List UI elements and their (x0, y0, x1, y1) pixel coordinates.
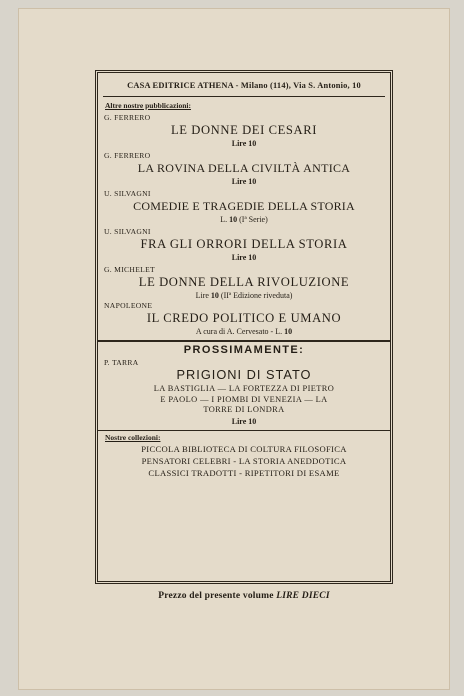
upcoming-description-line: TORRE DI LONDRA (203, 405, 285, 414)
book-title: LA ROVINA DELLA CIVILTÀ ANTICA (137, 161, 351, 175)
book-entry (103, 189, 385, 224)
book-back-cover (18, 8, 450, 690)
book-author: NAPOLEONE (104, 301, 153, 310)
collections-label: Nostre collezioni: (105, 432, 161, 442)
collections-section (103, 433, 385, 479)
book-entry (103, 227, 385, 262)
book-price: Lire 10 (IIª Edizione riveduta) (195, 291, 293, 300)
book-price: Lire 10 (231, 253, 257, 262)
book-price: Lire 10 (231, 139, 257, 148)
section-divider (98, 340, 390, 342)
book-author: U. SILVAGNI (104, 189, 151, 198)
book-title: FRA GLI ORRORI DELLA STORIA (140, 237, 348, 251)
upcoming-author: P. TARRA (104, 358, 139, 367)
book-title: LE DONNE DELLA RIVOLUZIONE (138, 275, 350, 289)
publisher-header: CASA EDITRICE ATHENA - Milano (114), Via S. Antonio, 10 (103, 73, 385, 97)
collection-line: PICCOLA BIBLIOTECA DI COLTURA FILOSOFICA (141, 443, 347, 454)
volume-price-footer: Prezzo del presente volume LIRE DIECI (158, 591, 330, 601)
book-title: IL CREDO POLITICO E UMANO (146, 311, 342, 325)
book-entry (103, 151, 385, 186)
publisher-advert-frame (95, 70, 393, 584)
section-divider (98, 430, 390, 431)
upcoming-price: Lire 10 (231, 416, 257, 426)
book-entry (103, 301, 385, 336)
upcoming-description-line: E PAOLO — I PIOMBI DI VENEZIA — LA (160, 394, 328, 404)
book-author: G. FERRERO (104, 113, 151, 122)
other-publications-label: Altre nostre pubblicazioni: (105, 101, 191, 110)
book-title: COMEDIE E TRAGEDIE DELLA STORIA (133, 199, 355, 213)
book-author: U. SILVAGNI (104, 227, 151, 236)
collection-line: CLASSICI TRADOTTI - RIPETITORI DI ESAME (148, 467, 340, 478)
book-author: G. MICHELET (104, 265, 155, 274)
upcoming-title: PRIGIONI DI STATO (176, 367, 312, 382)
collection-line: PENSATORI CELEBRI - LA STORIA ANEDDOTICA (141, 455, 347, 466)
upcoming-heading: PROSSIMAMENTE: (183, 344, 305, 356)
upcoming-section (103, 344, 385, 426)
book-entry (103, 265, 385, 300)
book-price: L. 10 (Iª Serie) (220, 215, 268, 224)
book-author: G. FERRERO (104, 151, 151, 160)
upcoming-description-line: LA BASTIGLIA — LA FORTEZZA DI PIETRO (153, 384, 335, 393)
book-title: LE DONNE DEI CESARI (170, 123, 318, 137)
book-price: Lire 10 (231, 177, 257, 186)
book-price: A cura di A. Cervesato - L. 10 (195, 327, 293, 336)
book-entry (103, 113, 385, 148)
